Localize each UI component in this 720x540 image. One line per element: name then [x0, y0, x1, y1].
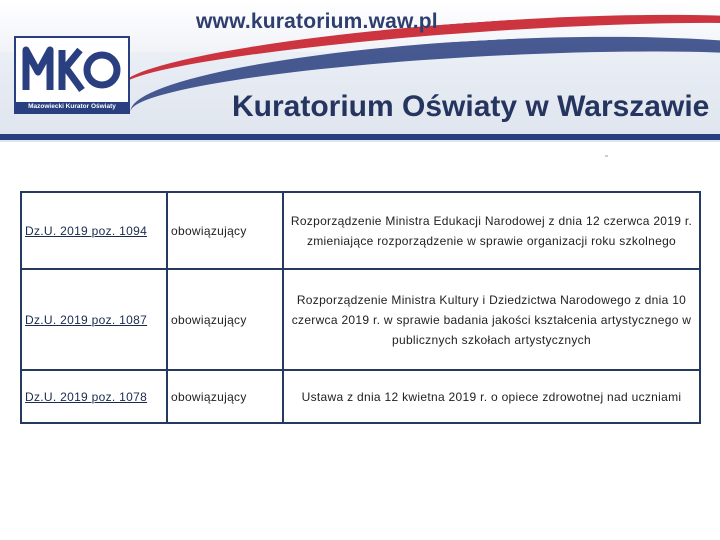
- act-reference-cell: [21, 192, 167, 269]
- act-reference-link[interactable]: Dz.U. 2019 poz. 1078: [25, 389, 148, 404]
- mko-logo[interactable]: [14, 36, 130, 114]
- act-title-cell: Rozporządzenie Ministra Edukacji Narodowej z dnia 12 czerwca 2019 r. zmieniające rozporządzenie w sprawie organizacji roku szkolnego: [283, 192, 700, 269]
- act-status-cell: obowiązujący: [167, 370, 283, 423]
- act-reference-link[interactable]: Dz.U. 2019 poz. 1094: [25, 223, 148, 238]
- institution-title: Kuratorium Oświaty w Warszawie: [232, 90, 710, 123]
- act-status-cell: obowiązujący: [167, 269, 283, 370]
- act-title-cell: Ustawa z dnia 12 kwietna 2019 r. o opiece zdrowotnej nad uczniami: [283, 370, 700, 423]
- table-row: [21, 192, 700, 269]
- act-reference-link[interactable]: Dz.U. 2019 poz. 1087: [25, 312, 148, 327]
- mko-logo-mark: [22, 42, 122, 94]
- table-row: [21, 269, 700, 370]
- act-reference-cell: [21, 269, 167, 370]
- act-status-cell: obowiązujący: [167, 192, 283, 269]
- logo-caption: Mazowiecki Kurator Oświaty: [16, 102, 128, 112]
- table-row: [21, 370, 700, 423]
- act-reference-cell: [21, 370, 167, 423]
- decorative-dot: [605, 155, 608, 157]
- legal-acts-table: [20, 191, 701, 424]
- act-title-cell: Rozporządzenie Ministra Kultury i Dziedzictwa Narodowego z dnia 10 czerwca 2019 r. w sprawie badania jakości kształcenia artystycznego w publicznych szkołach artystycznych: [283, 269, 700, 370]
- banner-divider: [0, 134, 720, 140]
- site-url[interactable]: www.kuratorium.waw.pl: [196, 10, 438, 33]
